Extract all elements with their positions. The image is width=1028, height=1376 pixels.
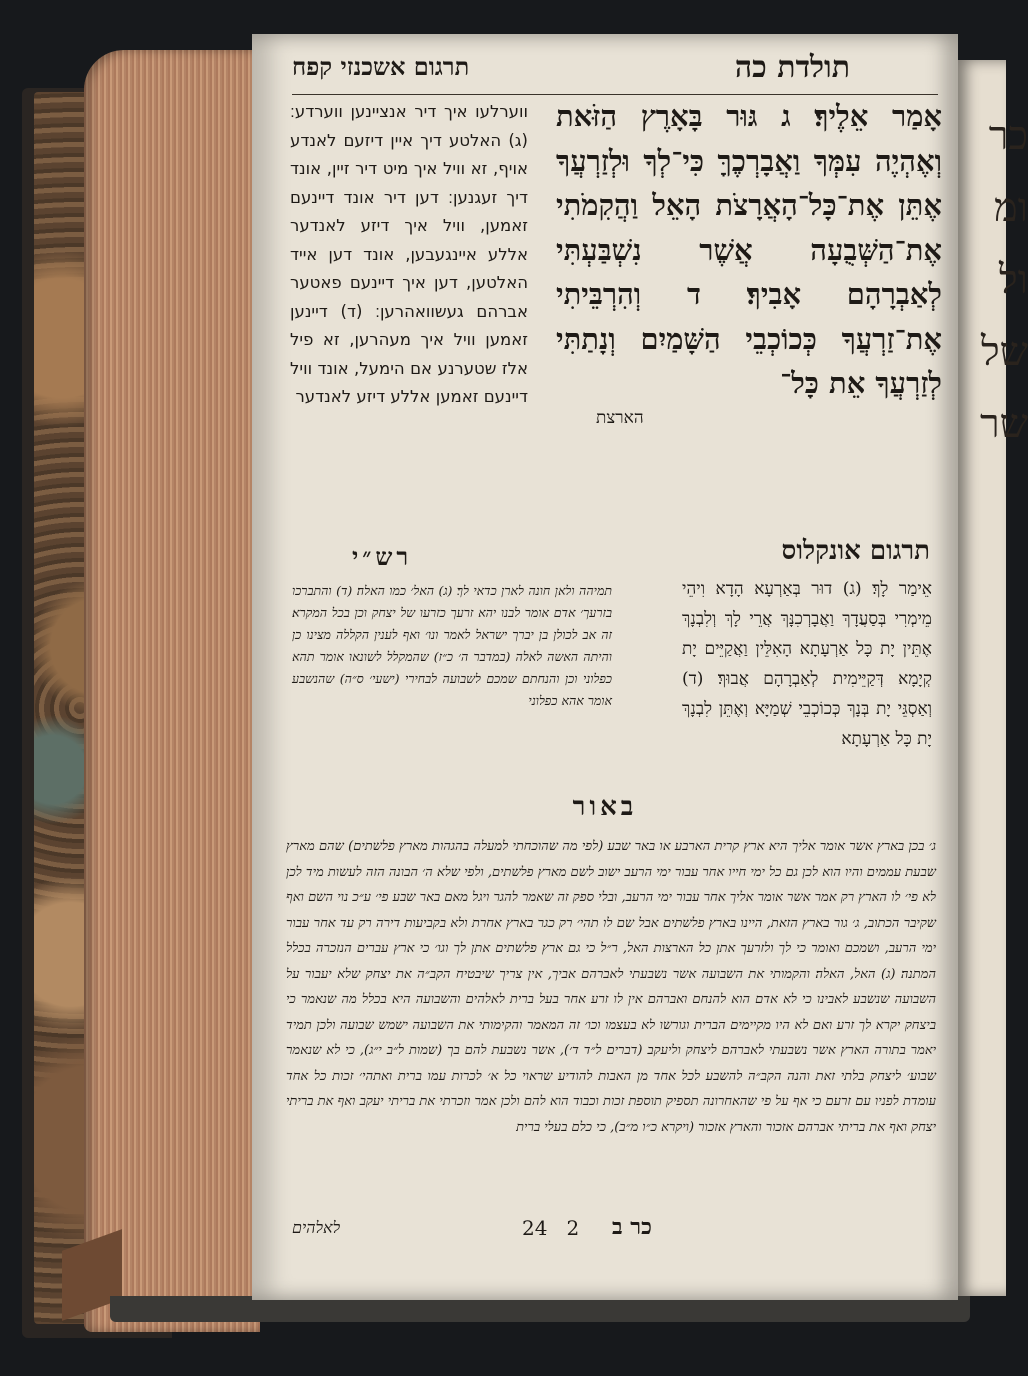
torah-text (556, 94, 942, 430)
signature-hebrew: כר ב (612, 1214, 652, 1240)
page-footer (252, 1212, 958, 1242)
signature-gathering: 2 (566, 1216, 580, 1240)
facing-page-text: כר ומ ול של שר (980, 113, 1028, 447)
torah-catchword: הארצת (596, 407, 644, 428)
footer-catchword: לאלהים (292, 1218, 341, 1237)
onkelos-title: תרגום אונקלוס (781, 536, 930, 566)
biur-title: באור (572, 792, 638, 822)
facing-page-sliver (956, 60, 1028, 1296)
book-page (252, 34, 958, 1300)
yiddish-translation: ווערלעו איך דיר אנציינען ווערדע׃ (ג) האלטע דיך איין דיזעם לאנדע אויף, זא וויל איך מיט דיר זיין, אונד דיך זעגנען׃ דען דיר אונד דיינעם זאמען, וויל איך דיזע לאנדער אללע איינגעבען, אונד דען אייד האלטען, דען איך דיינעם פאטער אברהם געשוואהרען׃ (ד) דיינען זאמען וויל איך מעהרען, זא פיל אלז שטערנע אם הימעל, אונד וויל דיינעם זאמען אללע דיזע לאנדער (290, 102, 528, 406)
rashi-text: תמיהה ולאן חונה לארן כדאי לך׃ (ג) האל׳ כמו האלה׃ (ד) והתברכו בזרעך׳ אדם אומר לבנו יהא זרעך כזרעו של יצחק וכן בכל המקרא׃ זה אב לכולן בן יברך ישראל לאמר ונו׳ ואף לענין הקללה מצינו כן והיתה האשה לאלה (במדבר ה׳ כ״ז) שהמקלל לשונאו אומר תהא כפלוני וכן והנחתם שמכם לשבועה לבחירי (ישעי׳ ס״ה) שהנשבע אומר אהא כפלוני (292, 583, 612, 708)
signature-page: 24 (522, 1216, 548, 1240)
biur-text: ג׳ בכן בארץ אשר אומר אליך היא ארץ קרית הארבע או באר שבע (לפי מה שהוכחתי למעלה בהגהות מארץ פלשתים) שהם מארץ שבעת עממים והיו הוא לכן גם כל ימי חייו אחר עבור ימי הרעב ישוב לשם מארץ פלשתים, ולפי שלא ה׳ הבונה הזה לעשות מיד לכן לא פי׳ לו הארץ רק אמר אשר אומר אליך אחר עבור ימי הרעב, ובלי ספק זה שאמר להגר ויגל מאם באר שבע פי׳ ע״כ נוי השם ואף שקיבר הכתוב, ג׳ גור בארץ הזאת, היינו בארץ פלשתים אבל שם לו תהי׳ רק כגר בארץ אחרת ולא בקביעות דירה רק עד אחר עבור ימי הרעב, ושמכם ואומר כי לך ולזרעך אתן כל הארצות האל, ר״ל כי גם ארץ פלשתים אתן לך וגו׳ כי ארץ עברים הנזכרה בכלל המתנה׃ (ג) האל, האלה׃ והקמותי את השבועה אשר נשבעתי לאברהם אביך, אין צריך שיבטיח הקב״ה את יצחק שלא יעבור על השבועה שנשבע לאבינו כי לא אדם הוא להנחם ואברהם אין לו זרע אחר בעל ברית לאלהים והשבועה היא בכלל מה שנאמר כי ביצחק יקרא לך זרע ואם לא היו מקיימים הברית וגורשו לא בעצמו וכו׳ זה המאמר והקימותי את השבועה ישמש שבועה ולכן תמיד יאמר בתורה הארץ אשר נשבעתי לאברהם ליצחק וליעקב (דברים ל״ד ד׳), אשר נשבעת להם בך (שמות ל״ב י״ג), כי לא שנאמר שבוע׳ ליצחק בלתי זאת והנה הקב״ה להשבע לכל אחד מן האבות להודיע שראוי כל א׳ לכרות עמו ברית ואתהי׳ זכות כל אחד עומדת לפניו עם זרעם כי אף על פי שהאחרונה תספיק תוספת זכות וכבוד הוא להם ולכן אמר וזכרתי את בריתי יעקב ואף את בריתי יצחק ואף את בריתי אברהם אזכור והארץ אזכור (ויקרא כ״ו מ״ב), כי כלם בעלי ברית (286, 839, 936, 1135)
running-head-targum: תרגום אשכנזי קפח (292, 52, 470, 81)
signature-number (522, 1216, 579, 1240)
running-head-parsha: תולדת כה (734, 50, 850, 85)
onkelos-text: אֵימַר לָךְ׃ (ג) דוּר בְּאַרְעָא הָדָא וִיהֵי מֵימְרִי בְּסַעֲדָךְ וַאֲבָרְכִנָּךְ אֲרֵי לָךְ וְלִבְנָךְ אֶתֵּין יָת כָּל אַרְעָתָא הָאִלֵּין וַאֲקַיֵּים יָת קְיָמָא דְּקַיֵּימִית לְאַבְרָהָם אֲבוּךְ׃ (ד) וְאַסְגֵּי יָת בְּנָךְ כְּכוֹכְבֵי שְׁמַיָּא וְאֶתֵּן לִבְנָךְ יָת כָּל אַרְעָתָא (682, 579, 932, 749)
rashi-title: רש״י (352, 542, 413, 571)
torah-verses: אָמַר אֵלֶיךָ׃ ג גּוּר בָּאָרֶץ הַזֹּאת וְאֶהְיֶה עִמְּךָ וַאֲבָרְכֶךָּ כִּי־לְךָ וּלְזַרְעֲךָ אֶתֵּן אֶת־כָּל־הָאֲרָצֹת הָאֵל וַהֲקִמֹתִי אֶת־הַשְּׁבֻעָה אֲשֶׁר נִשְׁבַּעְתִּי לְאַבְרָהָם אָבִיךָ׃ ד וְהִרְבֵּיתִי אֶת־זַרְעֲךָ כְּכוֹכְבֵי הַשָּׁמַיִם וְנָתַתִּי לְזַרְעֲךָ אֵת כָּל־ (556, 99, 942, 400)
page-block-edge (84, 50, 260, 1332)
